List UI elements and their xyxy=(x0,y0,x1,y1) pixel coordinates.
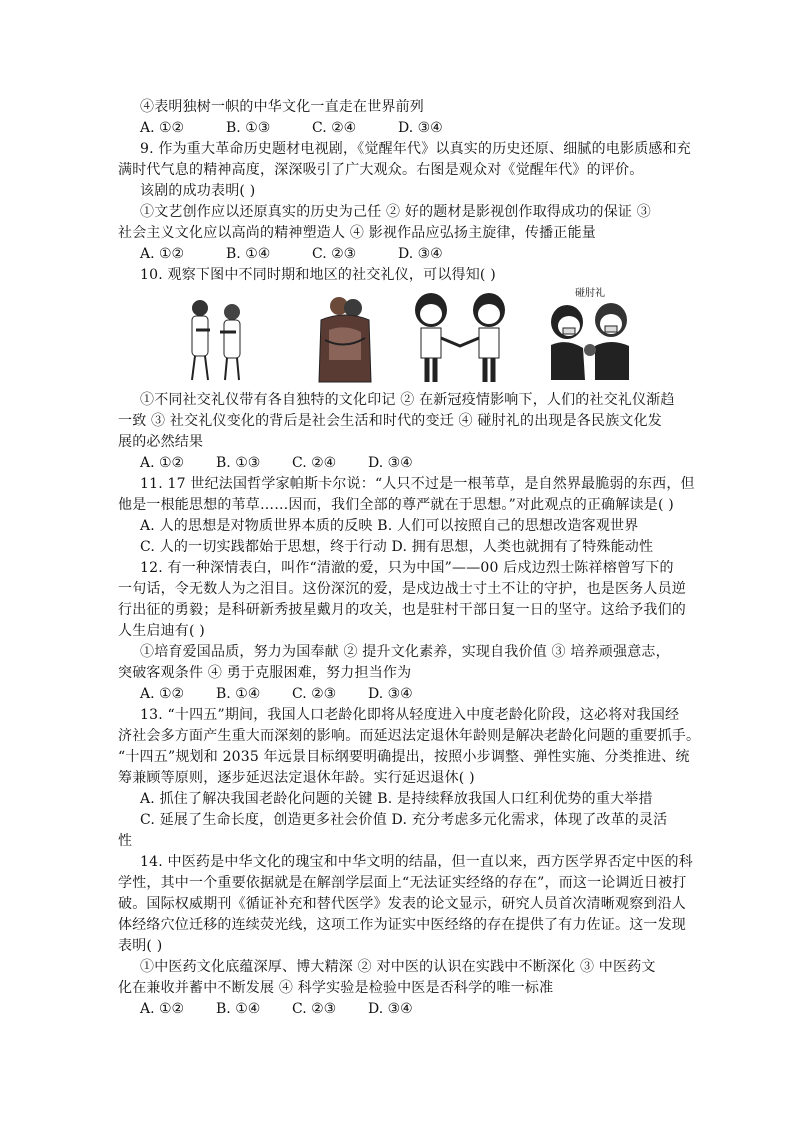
text-line: 济社会多方面产生重大而深刻的影响。而延迟法定退休年龄则是解决老龄化问题的重要抓手。 xyxy=(118,728,701,744)
options-q8 xyxy=(140,118,443,138)
option-d: D. ③④ xyxy=(368,686,413,702)
text-line: 破。国际权威期刊《循证补充和替代医学》发表的论文显示，研究人员首次清晰观察到沿人 xyxy=(118,896,686,912)
option-a: A. ①② xyxy=(140,120,185,136)
text-line: ①文艺创作应以还原真实的历史为己任 ② 好的题材是影视创作取得成功的保证 ③ xyxy=(140,204,651,220)
text-line: 11. 17 世纪法国哲学家帕斯卡尔说：“人只不过是一根苇草，是自然界最脆弱的东西，但 xyxy=(140,476,695,492)
text-line: 突破客观条件 ④ 勇于克服困难，努力担当作为 xyxy=(118,665,412,681)
text-line: A. 抓住了解决我国老龄化问题的关键 B. 是持续释放我国人口红利优势的重大举措 xyxy=(140,791,653,807)
text-line: C. 延展了生命长度，创造更多社会价值 D. 充分考虑多元化需求，体现了改革的灵活 xyxy=(140,812,668,828)
handshake-etiquette-illustration xyxy=(405,290,515,385)
text-line: 一致 ③ 社交礼仪变化的背后是社会生活和时代的变迁 ④ 碰肘礼的出现是各民族文化发 xyxy=(118,413,662,429)
text-line: 体经络穴位迁移的连续荧光线，这项工作为证实中医经络的存在提供了有力佐证。这一发现 xyxy=(118,917,686,933)
text-line: 13. “十四五”期间，我国人口老龄化即将从轻度进入中度老龄化阶段，这必将对我国经 xyxy=(140,707,680,723)
option-d: D. ③④ xyxy=(368,1001,413,1017)
text-line: “十四五”规划和 2035 年远景目标纲要明确提出，按照小步调整、弹性实施、分类推进、统 xyxy=(118,749,690,765)
option-c: C. ②④ xyxy=(312,120,357,136)
text-line: 该剧的成功表明( ) xyxy=(140,183,256,199)
text-line: 行出征的勇毅；是科研新秀披星戴月的攻关，也是驻村干部日复一日的坚守。这给予我们的 xyxy=(118,602,686,618)
text-line: 10. 观察下图中不同时期和地区的社交礼仪，可以得知( ) xyxy=(140,267,496,283)
text-line: 表明( ) xyxy=(118,938,163,954)
bowing-etiquette-illustration xyxy=(180,290,250,385)
text-line: ④表明独树一帜的中华文化一直走在世界前列 xyxy=(140,99,424,115)
option-d: D. ③④ xyxy=(398,246,443,262)
text-line: 一句话，令无数人为之泪目。这份深沉的爱，是戍边战士寸土不让的守护，也是医务人员逆 xyxy=(118,581,686,597)
text-line: ①中医药文化底蕴深厚、博大精深 ② 对中医的认识在实践中不断深化 ③ 中医药文 xyxy=(140,959,656,975)
text-line: 展的必然结果 xyxy=(118,434,204,450)
elbow-bump-etiquette-illustration xyxy=(545,290,635,385)
text-line: 12. 有一种深情表白，叫作“清澈的爱，只为中国”——00 后戍边烈士陈祥榕曾写下的 xyxy=(140,560,674,576)
text-line: 满时代气息的精神高度，深深吸引了广大观众。右图是观众对《觉醒年代》的评价。 xyxy=(118,162,644,178)
option-c: C. ②③ xyxy=(292,686,337,702)
options-q10 xyxy=(140,453,413,473)
options-q14 xyxy=(140,999,413,1019)
option-a: A. ①② xyxy=(140,686,185,702)
text-line: 化在兼收并蓄中不断发展 ④ 科学实验是检验中医是否科学的唯一标准 xyxy=(118,980,554,996)
option-c: C. ②③ xyxy=(312,246,357,262)
text-line: 14. 中医药是中华文化的瑰宝和中华文明的结晶，但一直以来，西方医学界否定中医的科 xyxy=(140,854,693,870)
text-line: ①培育爱国品质，努力为国奉献 ② 提升文化素养，实现自我价值 ③ 培养顽强意志， xyxy=(140,644,670,660)
option-a: A. ①② xyxy=(140,1001,185,1017)
option-c: C. ②③ xyxy=(292,1001,337,1017)
text-line: 筹兼顾等原则，逐步延迟法定退休年龄。实行延迟退休( ) xyxy=(118,770,475,786)
option-b: B. ①④ xyxy=(226,246,271,262)
text-line: 社会主义文化应以高尚的精神塑造人 ④ 影视作品应弘扬主旋律，传播正能量 xyxy=(118,225,596,241)
text-line: ①不同社交礼仪带有各自独特的文化印记 ② 在新冠疫情影响下，人们的社交礼仪渐趋 xyxy=(140,392,675,408)
text-line: A. 人的思想是对物质世界本质的反映 B. 人们可以按照自己的思想改造客观世界 xyxy=(140,518,639,534)
options-q9 xyxy=(140,244,443,264)
option-a: A. ①② xyxy=(140,246,185,262)
option-d: D. ③④ xyxy=(398,120,443,136)
option-b: B. ①③ xyxy=(216,455,261,471)
option-d: D. ③④ xyxy=(368,455,413,471)
text-line: 性 xyxy=(118,833,133,849)
option-b: B. ①④ xyxy=(216,1001,261,1017)
text-line: C. 人的一切实践都始于思想，终于行动 D. 拥有思想，人类也就拥有了特殊能动性 xyxy=(140,539,654,555)
option-b: B. ①④ xyxy=(216,686,261,702)
option-a: A. ①② xyxy=(140,455,185,471)
text-line: 学性，其中一个重要依据就是在解剖学层面上“无法证实经络的存在”，而这一论调近日被打 xyxy=(118,875,687,891)
options-q12 xyxy=(140,684,413,704)
option-b: B. ①③ xyxy=(226,120,271,136)
option-c: C. ②④ xyxy=(292,455,337,471)
text-line: 他是一根能思想的苇草……因而，我们全部的尊严就在于思想。”对此观点的正确解读是( ) xyxy=(118,497,674,513)
embrace-etiquette-illustration xyxy=(305,290,385,385)
text-line: 9. 作为重大革命历史题材电视剧，《觉醒年代》以真实的历史还原、细腻的电影质感和充 xyxy=(140,141,692,157)
text-line: 人生启迪有( ) xyxy=(118,623,205,639)
figure-caption: 碰肘礼 xyxy=(575,288,605,299)
